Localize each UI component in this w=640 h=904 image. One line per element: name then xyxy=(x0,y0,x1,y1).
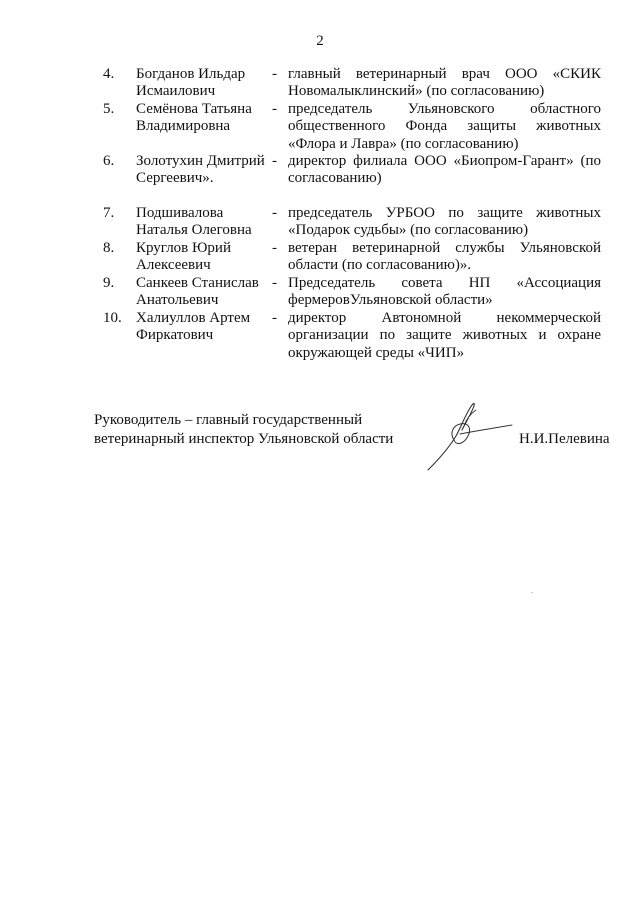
page-number: 2 xyxy=(316,33,324,49)
member-number: 9. xyxy=(103,275,115,291)
scan-speck xyxy=(531,592,533,593)
member-dash: - xyxy=(272,205,277,221)
signer-name: Н.И.Пелевина xyxy=(519,431,610,447)
member-dash: - xyxy=(272,101,277,117)
member-role: директор филиала ООО «Биопром-Гарант» (по согласованию) xyxy=(288,153,601,187)
list-item xyxy=(0,101,640,153)
member-dash: - xyxy=(272,66,277,82)
signature-position-line: ветеринарный инспектор Ульяновской области xyxy=(94,431,394,447)
member-number: 6. xyxy=(103,153,115,169)
handwritten-signature xyxy=(420,396,520,476)
member-role: ветеран ветеринарной службы Ульяновской области (по согласованию)». xyxy=(288,240,601,274)
member-dash: - xyxy=(272,310,277,326)
member-dash: - xyxy=(272,153,277,169)
member-role: главный ветеринарный врач ООО «СКИК Новомалыклинский» (по согласованию) xyxy=(288,66,601,100)
member-role: председатель УРБОО по защите животных «Подарок судьбы» (по согласованию) xyxy=(288,205,601,239)
member-name: Подшивалова Наталья Олеговна xyxy=(136,205,252,239)
member-name: Круглов Юрий Алексеевич xyxy=(136,240,231,274)
member-list xyxy=(0,66,640,362)
member-name: Семёнова Татьяна Владимировна xyxy=(136,101,252,135)
member-number: 5. xyxy=(103,101,115,117)
member-name: Санкеев Станислав Анатольевич xyxy=(136,275,259,309)
list-item xyxy=(0,153,640,205)
member-name: Халиуллов Артем Фиркатович xyxy=(136,310,251,344)
member-number: 4. xyxy=(103,66,115,82)
member-number: 8. xyxy=(103,240,115,256)
member-role: председатель Ульяновского областного общественного Фонда защиты животных «Флора и Лавра» (по согласованию) xyxy=(288,101,601,152)
list-item xyxy=(0,275,640,310)
member-dash: - xyxy=(272,275,277,291)
member-number: 7. xyxy=(103,205,115,221)
member-name: Золотухин Дмитрий Сергеевич». xyxy=(136,153,265,187)
list-item xyxy=(0,310,640,362)
member-role: директор Автономной некоммерческой организации по защите животных и охране окружающей среды «ЧИП» xyxy=(288,310,601,361)
member-role: Председатель совета НП «Ассоциация фермеровУльяновской области» xyxy=(288,275,601,309)
list-item xyxy=(0,240,640,275)
list-item xyxy=(0,66,640,101)
member-number: 10. xyxy=(103,310,122,326)
member-name: Богданов Ильдар Исмаилович xyxy=(136,66,246,100)
signature-position-line: Руководитель – главный государственный xyxy=(94,412,363,428)
member-dash: - xyxy=(272,240,277,256)
signature-position xyxy=(94,411,424,449)
list-item xyxy=(0,205,640,240)
